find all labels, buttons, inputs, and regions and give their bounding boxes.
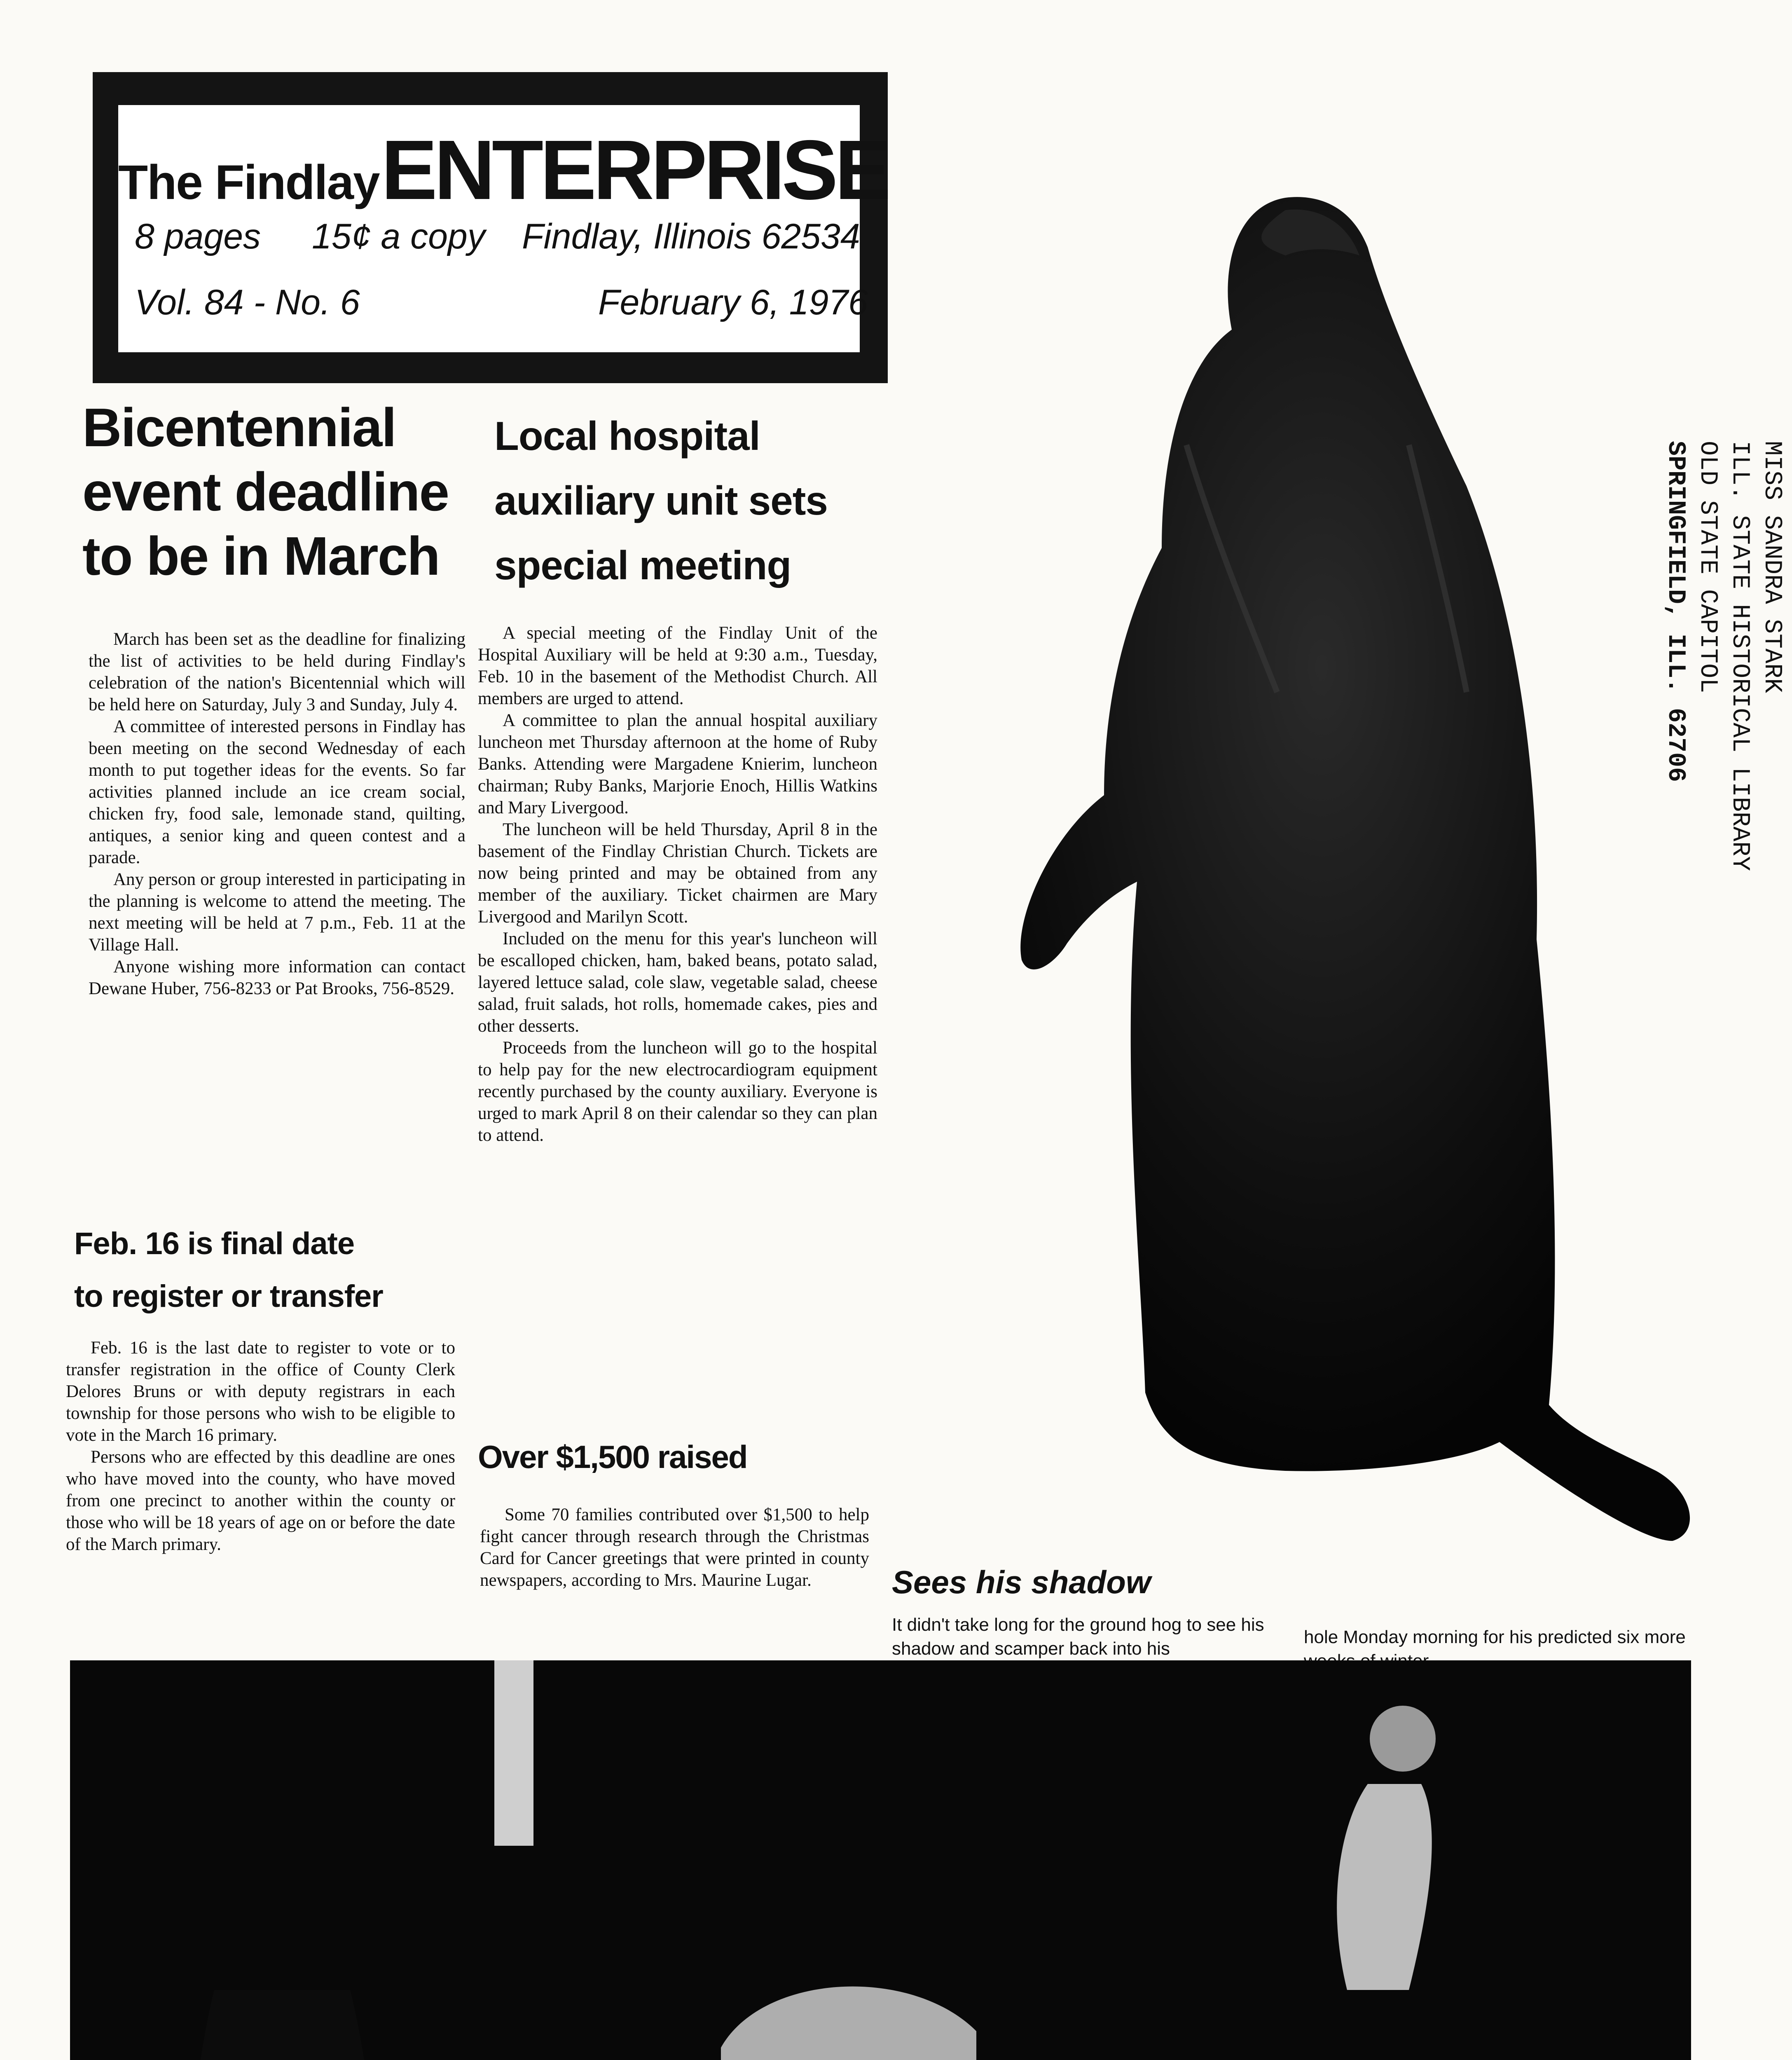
- headline-line: Feb. 16 is final date: [74, 1226, 355, 1261]
- headline-line: event deadline: [82, 461, 449, 522]
- page-count: 8 pages: [135, 217, 261, 256]
- price: 15¢ a copy: [312, 217, 485, 256]
- headline-line: to register or transfer: [74, 1279, 383, 1314]
- paragraph: Persons who are effected by this deadline are ones who have moved into the county, who have moved from one precinct to another within the county or those who will be 18 years of age on or before the date of the March primary.: [66, 1447, 455, 1554]
- bicentennial-body: [89, 628, 466, 1000]
- groundhog-caption-title: Sees his shadow: [892, 1564, 1151, 1600]
- label-line: ILL. STATE HISTORICAL LIBRARY: [1726, 441, 1754, 871]
- newspaper-title: [118, 122, 888, 219]
- raised-headline: Over $1,500 raised: [478, 1439, 747, 1475]
- location: Findlay, Illinois 62534: [522, 217, 860, 256]
- volume-number: Vol. 84 - No. 6: [135, 283, 360, 322]
- paragraph: Feb. 16 is the last date to register to vote or to transfer registration in the office of County Clerk Delores Bruns or with deputy registrars in each township for those persons who wish to be eligible to vote in the March 16 primary.: [66, 1338, 455, 1445]
- groundhog-caption-col2: hole Monday morning for his predicted six more: [1304, 1627, 1686, 1647]
- paragraph: A committee to plan the annual hospital auxiliary luncheon met Thursday afternoon at the home of Ruby Banks. Attending were Margadene Knierim, luncheon chairman; Ruby Banks, Marjorie Enoch, Hillis Watkins and Mary Livergood.: [478, 711, 877, 817]
- headline-line: Local hospital: [494, 413, 760, 459]
- hospital-headline: [494, 404, 865, 598]
- title-main: ENTERPRISE: [381, 123, 888, 217]
- headline-line: special meeting: [494, 543, 791, 588]
- groundhog-photo: [873, 74, 1718, 1570]
- paragraph: A special meeting of the Findlay Unit of the Hospital Auxiliary will be held at 9:30 a.m., Tuesday, Feb. 10 in the basement of the Methodist Church. All members are urged to attend.: [478, 623, 877, 708]
- paragraph: Included on the menu for this year's luncheon will be escalloped chicken, ham, baked beans, potato salad, layered lettuce salad, cole slaw, vegetable salad, cheese salad, fruit salads, hot rolls, homemade cakes, pies and other desserts.: [478, 929, 877, 1036]
- label-line: OLD STATE CAPITOL: [1694, 441, 1722, 693]
- issue-date: February 6, 1976: [598, 283, 868, 322]
- register-body: [66, 1337, 455, 1555]
- paragraph: Any person or group interested in participating in the planning is welcome to attend the meeting. The next meeting will be held at 7 p.m., Feb. 11 at the Village Hall.: [89, 870, 466, 955]
- hospital-body: [478, 622, 877, 1146]
- paragraph: Anyone wishing more information can contact Dewane Huber, 756-8233 or Pat Brooks, 756-8529.: [89, 957, 466, 998]
- paragraph: A committee of interested persons in Findlay has been meeting on the second Wednesday of each month to put together ideas for the events. So far activities planned include an ice cream social, chicken fry, food sale, lemonade stand, quilting, antiques, a senior king and queen contest and a parade.: [89, 717, 466, 867]
- paragraph: Proceeds from the luncheon will go to the hospital to help pay for the new electrocardiogram equipment recently purchased by the county auxiliary. Everyone is urged to mark April 8 on their calendar so they can plan to attend.: [478, 1038, 877, 1145]
- masthead-box: [118, 105, 888, 352]
- skating-photo: [70, 1660, 1691, 2060]
- paragraph: March has been set as the deadline for finalizing the list of activities to be held during Findlay's celebration of the nation's Bicentennial which will be held here on Saturday, July 3 and Sunday, July 4.: [89, 630, 466, 714]
- label-line: SPRINGFIELD, ILL. 62706: [1661, 441, 1689, 782]
- paragraph: Some 70 families contributed over $1,500 to help fight cancer through research through the Christmas Card for Cancer greetings that were printed in county newspapers, according to Mrs. Maurine Lugar.: [480, 1505, 869, 1590]
- masthead: [93, 72, 888, 383]
- raised-body: [480, 1504, 869, 1591]
- register-headline: [74, 1217, 461, 1323]
- label-line: MISS SANDRA STARK: [1758, 441, 1786, 693]
- title-prefix: The Findlay: [118, 155, 379, 210]
- bicentennial-headline: [82, 396, 470, 588]
- paragraph: The luncheon will be held Thursday, April 8 in the basement of the Findlay Christian Church. Tickets are now being printed and may be obtained from any member of the auxiliary. Ticket chairmen are Mary Livergood and Marilyn Scott.: [478, 820, 877, 927]
- headline-line: to be in March: [82, 525, 440, 586]
- groundhog-body: [1020, 197, 1690, 1541]
- skating-photo-image: [70, 1660, 1691, 2060]
- headline-line: Bicentennial: [82, 397, 396, 458]
- groundhog-caption-col1: It didn't take long for the ground hog to see his shadow and scamper back into his: [892, 1615, 1264, 1659]
- headline-line: auxiliary unit sets: [494, 478, 828, 523]
